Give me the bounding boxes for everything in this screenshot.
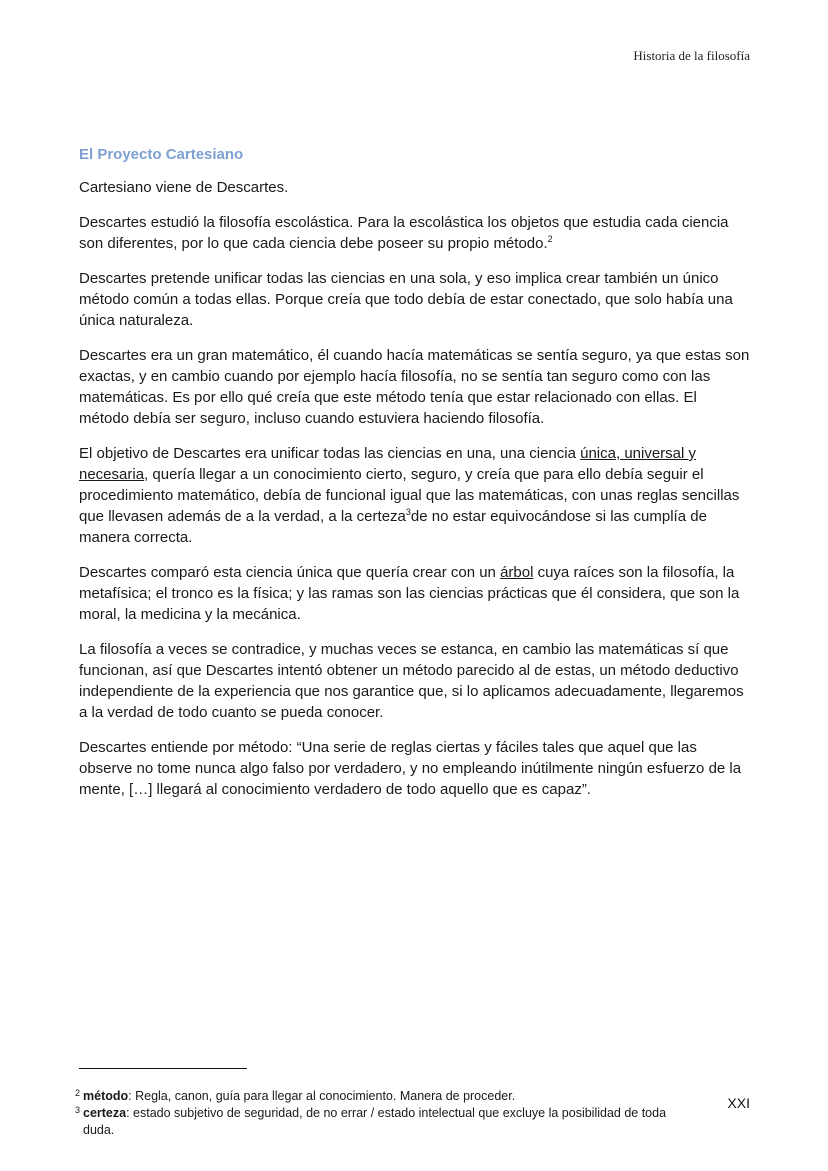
footnote-2-number: 2 [75,1088,81,1098]
paragraph-5 [79,443,751,548]
paragraph-6 [79,562,751,625]
underlined-word-arbol: árbol [500,564,534,581]
footnote-3-number: 3 [75,1105,81,1115]
paragraph-6-text-a: Descartes comparó esta ciencia única que quería crear con un [79,564,501,581]
footnote-3-term: certeza [83,1106,127,1120]
footnote-separator [79,1068,247,1069]
footnote-3 [75,1105,699,1139]
footnote-ref-3: 3 [405,507,411,517]
paragraph-6-text-b: cuya raíces son la filosofía, la metafísica; el tronco es la física; y las ramas son las ciencias prácticas que él considera, que son la moral, la medicina y la mecánica. [79,564,740,623]
footnote-2-term: método [83,1089,129,1103]
footnote-2 [75,1088,699,1105]
paragraph-8 [79,737,751,800]
paragraph-5-text-a: El objetivo de Descartes era unificar todas las ciencias en una, una ciencia [79,445,581,462]
page-number: XXI [727,1095,750,1111]
paragraph-2-text: Descartes estudió la filosofía escolástica. Para la escolástica los objetos que estudia cada ciencia son diferentes, por lo que cada ciencia debe poseer su propio método. [79,214,729,252]
paragraph-4-text: Descartes era un gran matemático, él cuando hacía matemáticas se sentía seguro, ya que estas son exactas, y en cambio cuando por ejemplo hacía filosofía, no se sentía tan seguro como con las matemáticas. Es por ello qué creía que este método tenía que estar relacionado con ellas. El método debía ser seguro, incluso cuando estuviera haciendo filosofía. [79,347,750,427]
footnote-3-text: : estado subjetivo de seguridad, de no errar / estado intelectual que excluye la posibilidad de toda duda. [83,1106,667,1137]
section-title: El Proyecto Cartesiano [79,146,244,163]
paragraph-3 [79,268,751,331]
paragraph-7-text: La filosofía a veces se contradice, y muchas veces se estanca, en cambio las matemáticas sí que funcionan, así que Descartes intentó obtener un método parecido al de estas, un método deductivo independiente de la experiencia que nos garantice que, si lo aplicamos adecuadamente, llegaremos a la verdad de todo cuanto se pueda conocer. [79,641,744,721]
paragraph-4 [79,345,751,429]
paragraph-1 [79,177,751,198]
paragraph-5-text-c: de no estar equivocándose si las cumplía de manera correcta. [79,508,707,546]
underlined-phrase-ciencia: única, universal y necesaria [79,445,697,483]
paragraph-2 [79,212,751,254]
footnote-ref-2: 2 [547,234,553,244]
footnote-2-text: : Regla, canon, guía para llegar al conocimiento. Manera de proceder. [128,1089,516,1103]
footnotes [75,1088,699,1139]
paragraph-5-text-b: , quería llegar a un conocimiento cierto, seguro, y creía que para ello debía seguir el procedimiento matemático, debía de funcional igual que las matemáticas, con unas reglas sencillas que llevasen además de a la verdad, a la certeza [79,466,740,525]
paragraph-8-text: Descartes entiende por método: “Una serie de reglas ciertas y fáciles tales que aquel que las observe no tome nunca algo falso por verdadero, y no empleando inútilmente ningún esfuerzo de la mente, […] llegará al conocimiento verdadero de todo aquello que es capaz”. [79,739,742,798]
running-header-title: Historia de la filosofía [633,48,750,63]
main-content [79,146,751,814]
paragraph-7 [79,639,751,723]
paragraph-1-text: Cartesiano viene de Descartes. [79,179,289,196]
paragraph-3-text: Descartes pretende unificar todas las ciencias en una sola, y eso implica crear también un único método común a todas ellas. Porque creía que todo debía de estar conectado, que solo había una única naturaleza. [79,270,733,329]
